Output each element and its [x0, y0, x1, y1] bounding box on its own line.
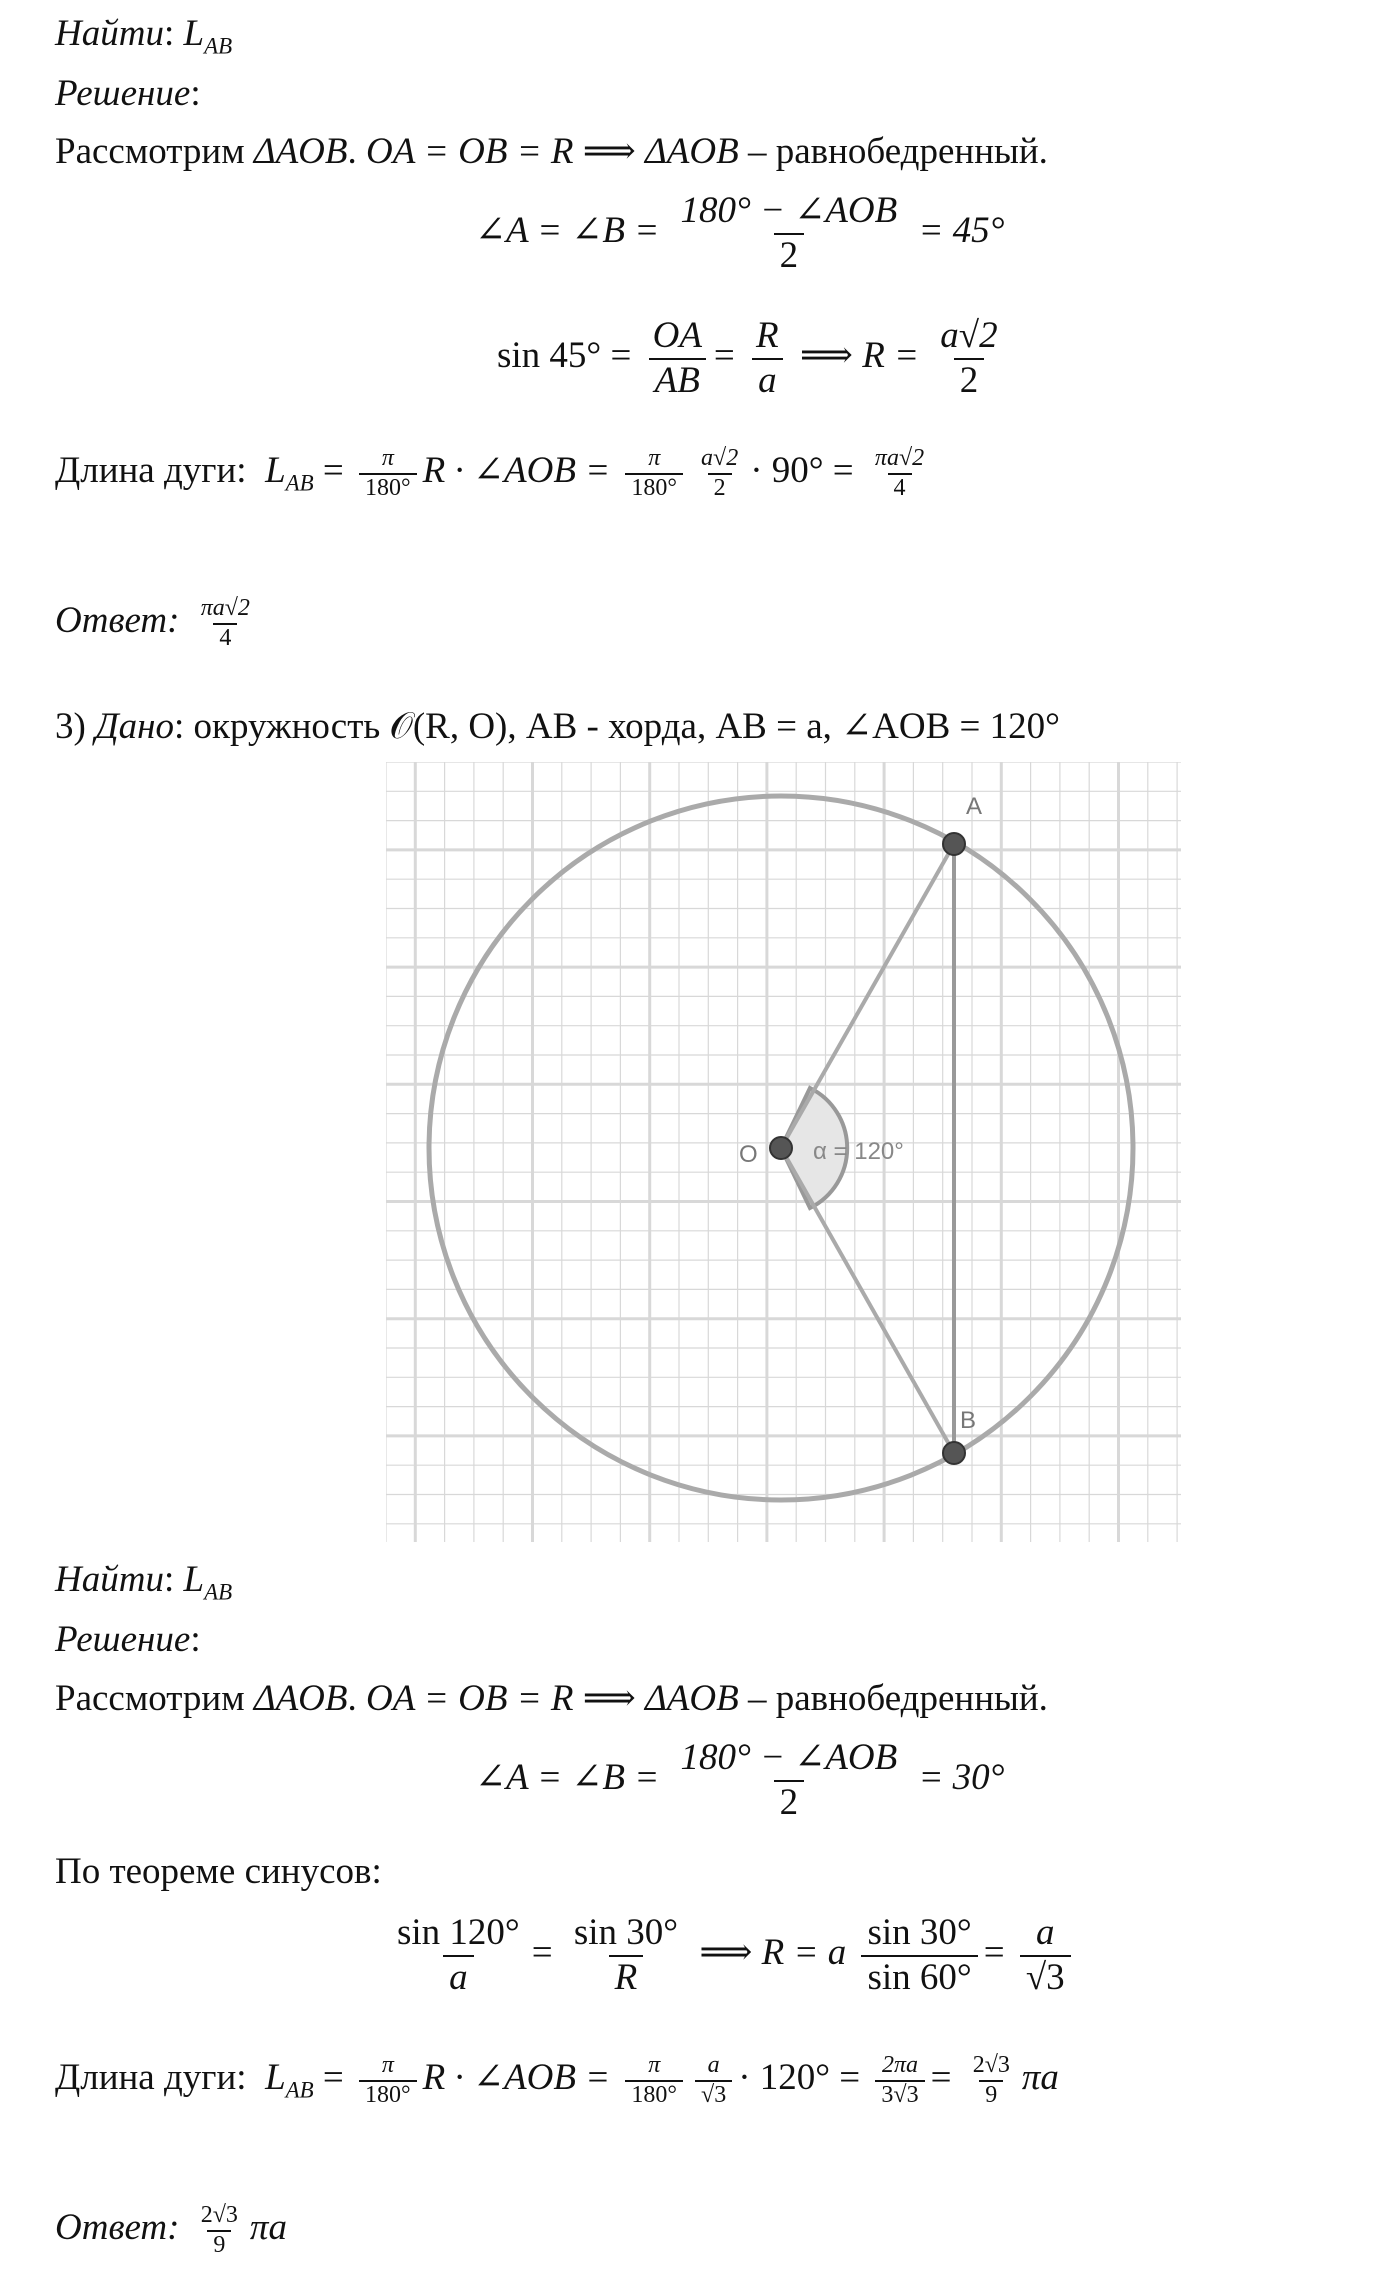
frac-den: AB [649, 358, 706, 403]
arc-pi-frac [359, 445, 417, 502]
arc-frac-a [875, 2052, 924, 2109]
frac-num: sin 120° [397, 1912, 520, 1953]
frac-num: OA [652, 315, 702, 356]
triangle-name: ΔAOB [253, 1678, 348, 1719]
frac-den: 4 [888, 473, 912, 503]
point-B [943, 1442, 965, 1464]
frac-num: πa√2 [874, 445, 925, 471]
find-label: Найти [55, 1559, 164, 1600]
angle-lhs: ∠A = ∠B = [475, 210, 660, 252]
angle-fraction [674, 1737, 903, 1824]
frac-den: R [609, 1955, 644, 2000]
frac-den: a [443, 1955, 474, 2000]
equality-chain: OA = OB = R ⟹ ΔAOB [366, 131, 739, 172]
frac-num: π [648, 2052, 661, 2078]
frac-num: a√2 [701, 445, 739, 471]
triangle-name: ΔAOB [253, 131, 348, 172]
frac-num: a [707, 2052, 720, 2078]
frac-num: 2√3 [200, 2202, 238, 2228]
arc-length-line-3: Длина дуги: $L_{AB}$ = $\frac{\pi}{180^\circ}$ R · ∠AOB = $\frac{\pi}{180^\circ}$ $\frac{a}{√3}$ · 120° = $\frac{2\pi a}{3√3}$ = $\frac{2√3}{9}$ πa [55, 2052, 1059, 2108]
find-sub: AB [204, 1579, 233, 1605]
arc-label: Длина дуги: [55, 450, 247, 492]
sine-theorem-text: По теореме синусов: [55, 1851, 382, 1892]
arc-result-frac [869, 445, 930, 502]
frac-den: 2 [774, 233, 805, 278]
arc-angle: · 120° = [738, 2057, 861, 2099]
frac-num: 2√3 [972, 2052, 1010, 2078]
angle-result: = 45° [918, 210, 1005, 252]
arc-r-frac [695, 2052, 732, 2109]
arc-angle: · 90° = [750, 450, 854, 492]
frac-den: 180° [625, 2080, 683, 2110]
arc-lhs: L [265, 2057, 286, 2099]
frac-den: sin 60° [861, 1955, 977, 2000]
frac-num: 180° − ∠AOB [680, 190, 898, 231]
equality-chain: OA = OB = R ⟹ ΔAOB [366, 1678, 739, 1719]
find-value: L [183, 1559, 205, 1600]
given-label: Дано [95, 706, 174, 747]
solution-line-1: Решение: [55, 73, 201, 114]
frac-den: 3√3 [875, 2080, 924, 2110]
arc-pi-frac-2 [625, 2052, 683, 2109]
frac-num: R [756, 315, 779, 356]
consider-line-1: Рассмотрим ΔAOB. OA = OB = R ⟹ ΔAOB – равнобедренный. [55, 131, 1048, 172]
sin-frac-2 [750, 315, 785, 402]
arc-length-line-1: Длина дуги: $L_{AB}$ = $\frac{\pi}{180^\circ}$ R · ∠AOB = $\frac{\pi}{180^\circ}$ $\frac{a√2}{2}$ · 90° = $\frac{\pi a√2}{4}$ [55, 445, 936, 502]
sin-implication: ⟹ R = [799, 335, 920, 377]
label-A: A [966, 793, 983, 820]
find-value: L [183, 13, 205, 54]
solution-line-3: Решение: [55, 1619, 201, 1660]
consider-text: Рассмотрим [55, 1678, 245, 1719]
consider-text: Рассмотрим [55, 131, 245, 172]
answer-frac [195, 595, 256, 652]
answer-line-1 [55, 595, 262, 652]
arc-frac-b [967, 2052, 1016, 2109]
find-line-1: Найти: $L_{AB}$ [55, 13, 233, 59]
st-implication: ⟹ R = a [699, 1932, 847, 1974]
frac-den: √3 [695, 2080, 732, 2110]
sin-result-frac [934, 315, 1003, 402]
frac-num: sin 30° [867, 1912, 972, 1953]
frac-den: 180° [359, 2080, 417, 2110]
arc-sub: AB [285, 470, 314, 496]
circle-figure [386, 762, 1190, 1542]
frac-den: 9 [207, 2230, 231, 2260]
frac-num: π [381, 2052, 394, 2078]
sine-theorem-formula: $\frac{\sin 120^\circ}{a}$ = $\frac{\sin 30^\circ}{R}$ ⟹ R = a $\frac{\sin 30^\circ}{\sin 60^\circ}$ = $\frac{a}{√3}$ [385, 1912, 1077, 1999]
sine-formula-1: sin 45° = $\frac{OA}{AB}$ = $\frac{R}{a}$ ⟹ R = $\frac{a√2}{2}$ [497, 315, 1010, 402]
angle-fraction [674, 190, 903, 277]
frac-den: 180° [625, 473, 683, 503]
frac-num: a√2 [940, 315, 998, 356]
arc-tail: πa [1021, 2057, 1059, 2099]
frac-den: a [752, 358, 783, 403]
frac-num: 2πa [881, 2052, 919, 2078]
solution-label: Решение [55, 73, 191, 114]
arc-pi-frac-2 [625, 445, 683, 502]
angle-formula-3 [475, 1737, 1004, 1824]
sin-lhs: sin 45° = [497, 335, 632, 377]
frac-den: 4 [213, 623, 237, 653]
frac-den: 9 [979, 2080, 1003, 2110]
frac-num: 180° − ∠AOB [680, 1737, 898, 1778]
point-A [943, 833, 965, 855]
arc-r-frac [695, 445, 744, 502]
point-O [770, 1137, 792, 1159]
arc-mid: R · ∠AOB = [422, 450, 611, 492]
problem-number: 3) [55, 706, 86, 747]
given-line-3 [55, 705, 1060, 749]
st-frac-1 [391, 1912, 526, 1999]
angle-lhs: ∠A = ∠B = [475, 1757, 660, 1799]
answer-label: Ответ: [55, 2207, 180, 2249]
arc-pi-frac [359, 2052, 417, 2109]
st-frac-3 [861, 1912, 977, 1999]
solution-label: Решение [55, 1619, 191, 1660]
answer-tail: πa [249, 2207, 287, 2249]
isosceles-text: – равнобедренный. [747, 131, 1048, 172]
arc-lhs: L [265, 450, 286, 492]
angle-formula-1 [475, 190, 1004, 277]
frac-num: πa√2 [200, 595, 250, 621]
frac-num: π [648, 445, 661, 471]
find-label: Найти [55, 13, 164, 54]
arc-sub: AB [285, 2077, 314, 2103]
label-O: O [739, 1141, 758, 1168]
frac-num: a [1035, 1912, 1055, 1953]
frac-den: 2 [774, 1780, 805, 1825]
frac-num: π [381, 445, 394, 471]
frac-den: 180° [359, 473, 417, 503]
answer-label: Ответ: [55, 600, 180, 642]
label-B: B [960, 1407, 977, 1434]
frac-den: √3 [1020, 1955, 1071, 2000]
answer-line-3 [55, 2202, 287, 2259]
st-frac-4 [1020, 1912, 1071, 1999]
frac-num: sin 30° [573, 1912, 679, 1953]
isosceles-text: – равнобедренный. [747, 1678, 1048, 1719]
given-text: : окружность 𝒪(R, O), AB - хорда, AB = a, ∠AOB = 120° [173, 706, 1060, 747]
frac-den: 2 [708, 473, 732, 503]
sine-theorem-label [55, 1850, 382, 1894]
st-frac-2 [568, 1912, 684, 1999]
sin-frac-1 [647, 315, 708, 402]
frac-den: 2 [954, 358, 985, 403]
angle-label: α = 120° [813, 1138, 904, 1165]
consider-line-3: Рассмотрим ΔAOB. OA = OB = R ⟹ ΔAOB – равнобедренный. [55, 1678, 1048, 1719]
find-sub: AB [204, 33, 233, 59]
arc-mid: R · ∠AOB = [422, 2057, 611, 2099]
segment-OB [781, 1148, 954, 1453]
find-line-3: Найти: $L_{AB}$ [55, 1559, 233, 1605]
angle-result: = 30° [918, 1757, 1005, 1799]
answer-frac [195, 2202, 244, 2259]
arc-label: Длина дуги: [55, 2057, 247, 2099]
